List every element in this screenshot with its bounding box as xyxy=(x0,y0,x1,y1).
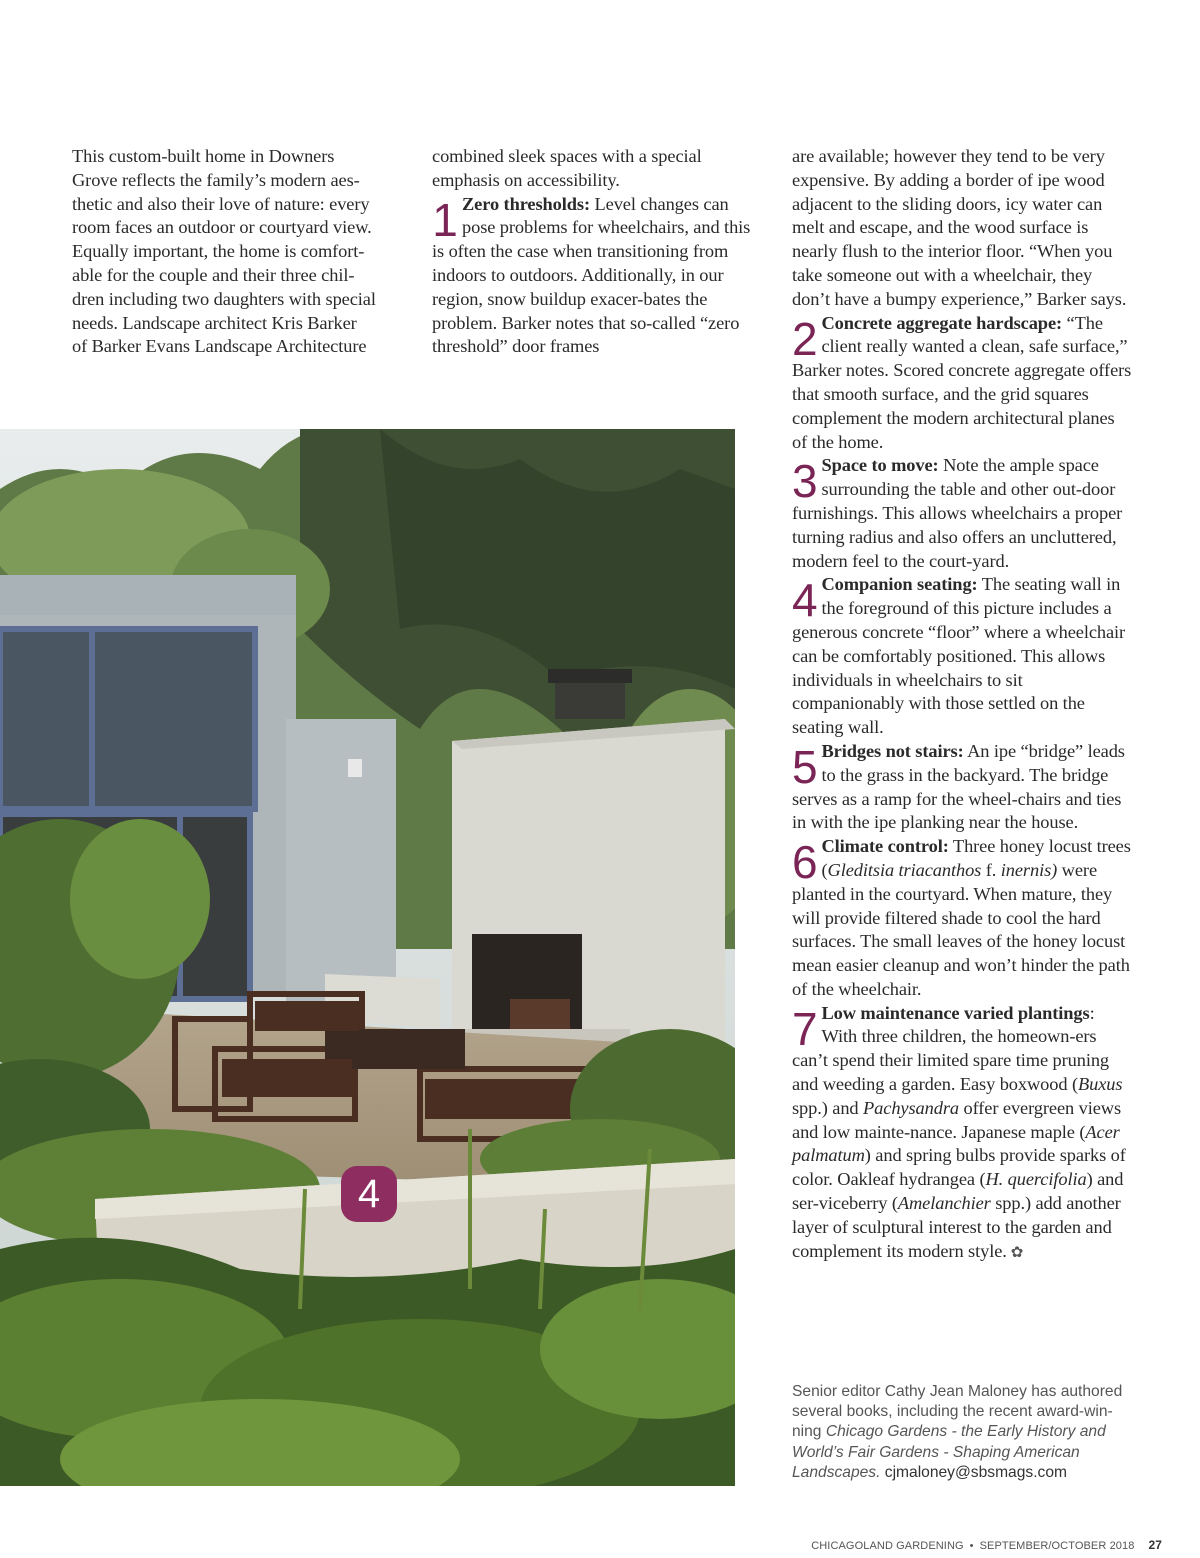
tip-number: 3 xyxy=(792,455,818,508)
footer-separator: • xyxy=(969,1540,974,1552)
column-2 xyxy=(432,145,754,359)
intro-paragraph xyxy=(72,145,412,359)
tip-title: Space to move: xyxy=(821,455,939,476)
text-line: Equally important, the home is comfort- xyxy=(72,241,365,262)
text-line: room faces an outdoor or courtyard view. xyxy=(72,217,372,238)
text-line: needs. Landscape architect Kris Barker xyxy=(72,312,357,333)
tip-1-continuation: are available; however they tend to be very expensive. By adding a border of ipe wood adjacent to the sliding doors, icy water can melt and escape, and the wood surface is nearly flush to the interior floor. “When you take someone out with a wheelchair, they don’t have a bumpy experience,” Barker says. xyxy=(792,146,1127,309)
tip-5 xyxy=(792,740,1132,835)
tip-number: 2 xyxy=(792,312,818,365)
text-line: thetic and also their love of nature: every xyxy=(72,193,370,214)
tip-number: 7 xyxy=(792,1002,818,1055)
botanical-name: H. quercifolia xyxy=(985,1169,1087,1190)
tip-text: were planted in the courtyard. When mature, they will provide filtered shade to cool the hard surfaces. The small leaves of the honey locust mean easier cleanup and won’t hinder the path of the wheelchair. xyxy=(792,859,1130,999)
page-number: 27 xyxy=(1148,1538,1162,1552)
magazine-name: CHICAGOLAND GARDENING xyxy=(811,1540,964,1552)
botanical-name: Pachysandra xyxy=(863,1097,959,1118)
tip-text: ) and spring bulbs provide sparks of color. Oakleaf hydrangea ( xyxy=(792,1145,1126,1190)
text-line: of Barker Evans Landscape Architecture xyxy=(72,336,367,357)
text-line: dren including two daughters with special xyxy=(72,288,376,309)
issue-date: SEPTEMBER/OCTOBER 2018 xyxy=(979,1540,1135,1552)
column-1 xyxy=(72,145,412,359)
text-line: able for the couple and their three chil- xyxy=(72,264,355,285)
bio-text: Senior editor Cathy Jean Maloney has authored several books, including the recent award-win-ning xyxy=(792,1383,1123,1441)
tip-6 xyxy=(792,835,1132,1002)
tip-text: The seating wall in the foreground of this picture includes a generous concrete “floor” where a wheelchair can be comfortably positioned. This allows individuals in wheelchairs to sit companionably with those settled on the seating wall. xyxy=(792,574,1126,738)
tip-text: spp.) add another layer of sculptural interest to the garden and complement its modern style. xyxy=(792,1193,1121,1261)
tip-title: Zero thresholds: xyxy=(462,193,590,214)
tip-text: Level changes can pose problems for wheelchairs, and this is often the case when transitioning from indoors to outdoors. Additionally, in our region, snow buildup exacer-bates the problem. Barker notes that so-called “zero threshold” door frames xyxy=(432,193,751,357)
column-3 xyxy=(792,145,1132,1265)
tip-title: Climate control: xyxy=(821,836,949,857)
tip-text: ) and ser-viceberry ( xyxy=(792,1169,1124,1214)
botanical-name: Amelanchier xyxy=(897,1193,991,1214)
tip-text: An ipe “bridge” leads to the grass in the backyard. The bridge serves as a ramp for the wheel-chairs and ties in with the ipe planking near the house. xyxy=(792,740,1125,833)
tip-text: Note the ample space surrounding the table and other out-door furnishings. This allows wheelchairs a proper turning radius and also offers an uncluttered, modern feel to the court-yard. xyxy=(792,455,1123,571)
tip-text: spp.) and xyxy=(792,1097,864,1118)
intro-continuation xyxy=(432,145,754,193)
tip-4 xyxy=(792,573,1132,740)
botanical-name: Buxus xyxy=(1077,1074,1123,1095)
tip-title: Bridges not stairs: xyxy=(821,740,964,761)
tip-title: Low maintenance varied plantings xyxy=(821,1002,1090,1023)
tip-title: Companion seating: xyxy=(821,574,978,595)
tip-text: With three children, the homeown-ers can’t spend their limited spare time pruning and weeding a garden. Easy boxwood ( xyxy=(792,1026,1110,1095)
tip-text: offer evergreen views and low mainte-nance. Japanese maple ( xyxy=(792,1097,1122,1142)
botanical-name: inernis) xyxy=(1000,859,1058,880)
tip-text: “The client really wanted a clean, safe surface,” Barker notes. Scored concrete aggregate offers that smooth surface, and the grid squares complement the modern architectural planes of the home. xyxy=(792,312,1132,452)
text-line: combined sleek spaces with a special xyxy=(432,146,702,166)
tip-7 xyxy=(792,1002,1132,1266)
tip-number: 6 xyxy=(792,836,818,889)
tip-title: Concrete aggregate hardscape: xyxy=(821,312,1063,333)
text-line: Grove reflects the family’s modern aes- xyxy=(72,169,360,190)
courtyard-photo xyxy=(0,429,735,1486)
author-bio xyxy=(792,1382,1137,1483)
botanical-name: Acer palmatum xyxy=(792,1121,1120,1166)
tip-3 xyxy=(792,454,1132,573)
leaf-end-icon: ✿ xyxy=(1010,1244,1024,1261)
botanical-name: Gleditsia triacanthos xyxy=(827,859,982,880)
text-line: emphasis on accessibility. xyxy=(432,169,620,190)
book-titles: Chicago Gardens - the Early History and World’s Fair Gardens - Shaping American Landscapes. xyxy=(792,1423,1106,1481)
tip-number: 5 xyxy=(792,740,818,793)
tip-2 xyxy=(792,312,1132,455)
photo-callout-badge: 4 xyxy=(341,1166,397,1222)
tip-colon: : xyxy=(1089,1002,1095,1023)
page-footer xyxy=(811,1538,1162,1552)
text-line: This custom-built home in Downers xyxy=(72,146,335,166)
tip-1 xyxy=(432,193,754,360)
tip-number: 1 xyxy=(432,193,458,246)
tip-text: f. xyxy=(981,859,1001,880)
author-email: cjmaloney@sbsmags.com xyxy=(880,1463,1067,1481)
tip-text: Three honey locust trees ( xyxy=(821,836,1131,880)
tip-number: 4 xyxy=(792,574,818,627)
